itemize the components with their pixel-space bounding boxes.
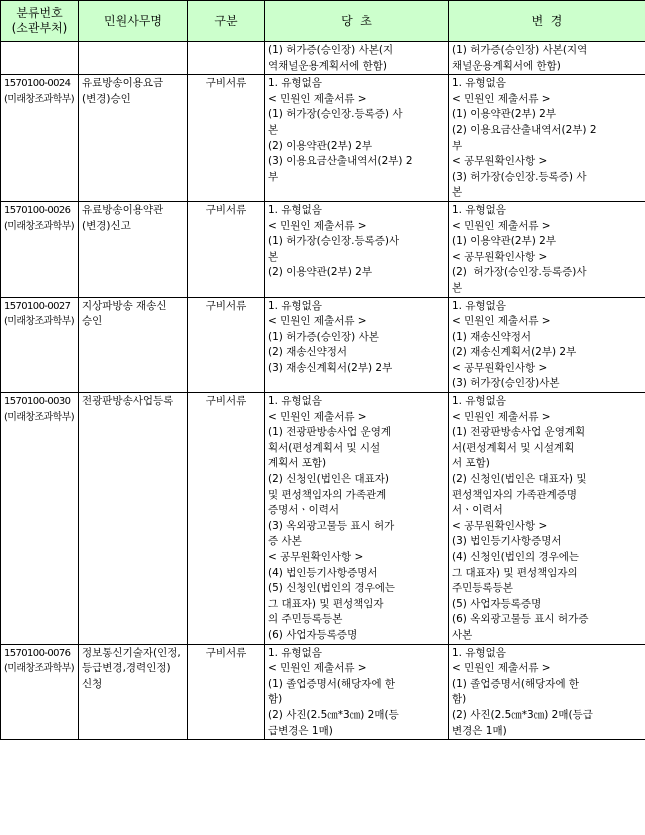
before-line: < 민원인 제출서류 > bbox=[268, 410, 367, 423]
after-line: 부 bbox=[452, 139, 463, 152]
header-name: 민원사무명 bbox=[79, 1, 188, 42]
after-line: 본 bbox=[452, 281, 463, 294]
after-line: < 공무원확인사항 > bbox=[452, 519, 548, 532]
before-line: 급변경은 1매) bbox=[268, 724, 333, 737]
before-line: < 민원인 제출서류 > bbox=[268, 662, 367, 675]
row-kind: 구비서류 bbox=[188, 393, 265, 645]
row-kind: 구비서류 bbox=[188, 297, 265, 393]
row-code-cell bbox=[1, 297, 79, 393]
row-code-cell bbox=[1, 644, 79, 740]
row-after bbox=[449, 75, 645, 202]
table-row bbox=[1, 42, 645, 75]
before-line: 증명서ㆍ이력서 bbox=[268, 504, 340, 517]
after-line: < 민원인 제출서류 > bbox=[452, 219, 551, 232]
row-before bbox=[265, 393, 449, 645]
after-line: (2) 허가장(승인장.등록증)사 bbox=[452, 266, 587, 279]
after-line: (1) 재송신약정서 bbox=[452, 330, 532, 343]
after-line: (3) 법인등기사항증명서 bbox=[452, 535, 562, 548]
before-line: 그 대표자) 및 편성책임자 bbox=[268, 597, 384, 610]
after-line: 서 포함) bbox=[452, 457, 490, 470]
before-line: < 공무원확인사항 > bbox=[268, 551, 364, 563]
before-line: 본 bbox=[268, 250, 279, 263]
before-line: (2) 이용약관(2부) 2부 bbox=[268, 266, 372, 279]
before-line: (1) 허가증(승인장) 사본 bbox=[268, 330, 379, 343]
after-line: (5) 사업자등록증명 bbox=[452, 597, 542, 610]
after-line: < 공무원확인사항 > bbox=[452, 250, 548, 263]
after-line: 주민등록등본 bbox=[452, 582, 513, 595]
after-line: 1. 유형없음 bbox=[452, 395, 506, 408]
row-kind: 구비서류 bbox=[188, 644, 265, 740]
header-before: 당 초 bbox=[265, 1, 449, 42]
before-line: 1. 유형없음 bbox=[268, 646, 322, 659]
after-line: 변경은 1매) bbox=[452, 724, 507, 737]
after-line: < 공무원확인사항 > bbox=[452, 155, 548, 168]
before-line: < 민원인 제출서류 > bbox=[268, 92, 367, 105]
row-name: 전광판방송사업등록 bbox=[79, 393, 188, 645]
after-line: (2) 재송신계획서(2부) 2부 bbox=[452, 346, 577, 359]
row-ministry: (미래창조과학부) bbox=[4, 93, 75, 105]
before-line: 역채널운용계획서에 한함) bbox=[268, 59, 388, 72]
after-line: 본 bbox=[452, 186, 463, 199]
header-code: 분류번호 (소관부처) bbox=[1, 1, 79, 42]
after-line: (6) 옥외광고물등 표시 허가증 bbox=[452, 613, 589, 626]
row-code: 1570100-0026 bbox=[4, 204, 71, 216]
before-line: 함) bbox=[268, 693, 283, 706]
after-line: (1) 허가증(승인장) 사본(지역 bbox=[452, 44, 588, 56]
before-line: 및 편성책임자의 가족관계 bbox=[268, 488, 387, 501]
row-before bbox=[265, 75, 449, 202]
header-after: 변 경 bbox=[449, 1, 645, 42]
after-line: (3) 허가장(승인장.등록증) 사 bbox=[452, 170, 587, 183]
before-line: 1. 유형없음 bbox=[268, 203, 322, 216]
after-line: 사본 bbox=[452, 628, 473, 641]
row-kind bbox=[188, 42, 265, 75]
after-line: 함) bbox=[452, 693, 467, 706]
row-code-cell bbox=[1, 75, 79, 202]
row-kind: 구비서류 bbox=[188, 201, 265, 297]
before-line: (2) 신청인(법인은 대표자) bbox=[268, 473, 390, 486]
after-line: (1) 이용약관(2부) 2부 bbox=[452, 108, 556, 121]
before-line: (3) 이용요금산출내역서(2부) 2 bbox=[268, 155, 413, 168]
after-line: < 민원인 제출서류 > bbox=[452, 410, 551, 423]
row-kind: 구비서류 bbox=[188, 75, 265, 202]
after-line: 서ㆍ이력서 bbox=[452, 504, 503, 517]
after-line: (2) 신청인(법인은 대표자) 및 bbox=[452, 473, 587, 486]
after-line: < 민원인 제출서류 > bbox=[452, 92, 551, 105]
before-line: (1) 졸업증명서(해당자에 한 bbox=[268, 677, 396, 690]
after-line: 서(편성계획서 및 시설계획 bbox=[452, 441, 575, 454]
after-line: 편성책임자의 가족관계증명 bbox=[452, 488, 578, 501]
row-after bbox=[449, 297, 645, 393]
after-line: (1) 졸업증명서(해당자에 한 bbox=[452, 677, 580, 690]
before-line: (2) 이용약관(2부) 2부 bbox=[268, 139, 372, 152]
row-ministry: (미래창조과학부) bbox=[4, 411, 75, 423]
after-line: < 공무원확인사항 > bbox=[452, 361, 548, 374]
row-code-cell bbox=[1, 42, 79, 75]
row-code-cell bbox=[1, 201, 79, 297]
after-line: (3) 허가장(승인장)사본 bbox=[452, 377, 560, 390]
after-line: 그 대표자) 및 편성책임자의 bbox=[452, 566, 578, 579]
before-line: < 민원인 제출서류 > bbox=[268, 219, 367, 232]
row-before bbox=[265, 644, 449, 740]
row-name bbox=[79, 42, 188, 75]
before-line: 의 주민등록등본 bbox=[268, 613, 343, 626]
after-line: < 민원인 제출서류 > bbox=[452, 662, 551, 675]
before-line: (4) 법인등기사항증명서 bbox=[268, 566, 378, 579]
row-code: 1570100-0030 bbox=[4, 396, 71, 408]
before-line: (6) 사업자등록증명 bbox=[268, 628, 358, 641]
before-line: (2) 사진(2.5㎝*3㎝) 2매(등 bbox=[268, 708, 399, 721]
table-row bbox=[1, 201, 645, 297]
row-ministry: (미래창조과학부) bbox=[4, 316, 75, 328]
row-code: 1570100-0076 bbox=[4, 647, 71, 659]
table-row bbox=[1, 393, 645, 645]
table-row bbox=[1, 644, 645, 740]
after-line: (2) 사진(2.5㎝*3㎝) 2매(등급 bbox=[452, 708, 593, 721]
row-ministry: (미래창조과학부) bbox=[4, 663, 75, 675]
before-line: (1) 허가장(승인장.등록증) 사 bbox=[268, 108, 403, 121]
after-line: 1. 유형없음 bbox=[452, 646, 506, 659]
before-line: 획서(편성계획서 및 시설 bbox=[268, 441, 381, 454]
before-line: < 민원인 제출서류 > bbox=[268, 315, 367, 328]
before-line: 1. 유형없음 bbox=[268, 299, 322, 312]
row-after bbox=[449, 644, 645, 740]
before-line: 1. 유형없음 bbox=[268, 77, 322, 90]
row-after bbox=[449, 393, 645, 645]
header-row bbox=[1, 1, 645, 42]
row-name: 유료방송이용요금(변경)승인 bbox=[79, 75, 188, 202]
table-row bbox=[1, 297, 645, 393]
before-line: (5) 신청인(법인의 경우에는 bbox=[268, 582, 396, 595]
before-line: (2) 재송신약정서 bbox=[268, 346, 348, 359]
row-code: 1570100-0027 bbox=[4, 300, 71, 312]
before-line: (1) 전광판방송사업 운영계 bbox=[268, 426, 391, 439]
row-before bbox=[265, 42, 449, 75]
row-after bbox=[449, 42, 645, 75]
after-line: 1. 유형없음 bbox=[452, 299, 506, 312]
after-line: 채널운용계획서에 한함) bbox=[452, 59, 561, 72]
row-name: 정보통신기술자(인정,등급변경,경력인정)신청 bbox=[79, 644, 188, 740]
after-line: (1) 전광판방송사업 운영계획 bbox=[452, 426, 586, 439]
row-code: 1570100-0024 bbox=[4, 78, 71, 90]
after-line: (2) 이용요금산출내역서(2부) 2 bbox=[452, 123, 597, 136]
before-line: 1. 유형없음 bbox=[268, 395, 322, 408]
row-before bbox=[265, 297, 449, 393]
row-before bbox=[265, 201, 449, 297]
before-line: 증 사본 bbox=[268, 535, 302, 548]
before-line: (1) 허가증(승인장) 사본(지 bbox=[268, 44, 394, 56]
after-line: (1) 이용약관(2부) 2부 bbox=[452, 235, 556, 248]
before-line: (3) 재송신계획서(2부) 2부 bbox=[268, 361, 393, 374]
table-row bbox=[1, 75, 645, 202]
before-line: 계획서 포함) bbox=[268, 457, 327, 470]
row-name: 유료방송이용약관(변경)신고 bbox=[79, 201, 188, 297]
row-ministry: (미래창조과학부) bbox=[4, 220, 75, 232]
before-line: (3) 옥외광고물등 표시 허가 bbox=[268, 519, 395, 532]
row-name: 지상파방송 재송신 승인 bbox=[79, 297, 188, 393]
row-after bbox=[449, 201, 645, 297]
row-code-cell bbox=[1, 393, 79, 645]
before-line: 부 bbox=[268, 170, 279, 183]
after-line: < 민원인 제출서류 > bbox=[452, 315, 551, 328]
after-line: (4) 신청인(법인의 경우에는 bbox=[452, 551, 580, 563]
before-line: 본 bbox=[268, 123, 279, 136]
before-line: (1) 허가장(승인장.등록증)사 bbox=[268, 235, 400, 248]
after-line: 1. 유형없음 bbox=[452, 77, 506, 90]
header-kind: 구분 bbox=[188, 1, 265, 42]
after-line: 1. 유형없음 bbox=[452, 203, 506, 216]
